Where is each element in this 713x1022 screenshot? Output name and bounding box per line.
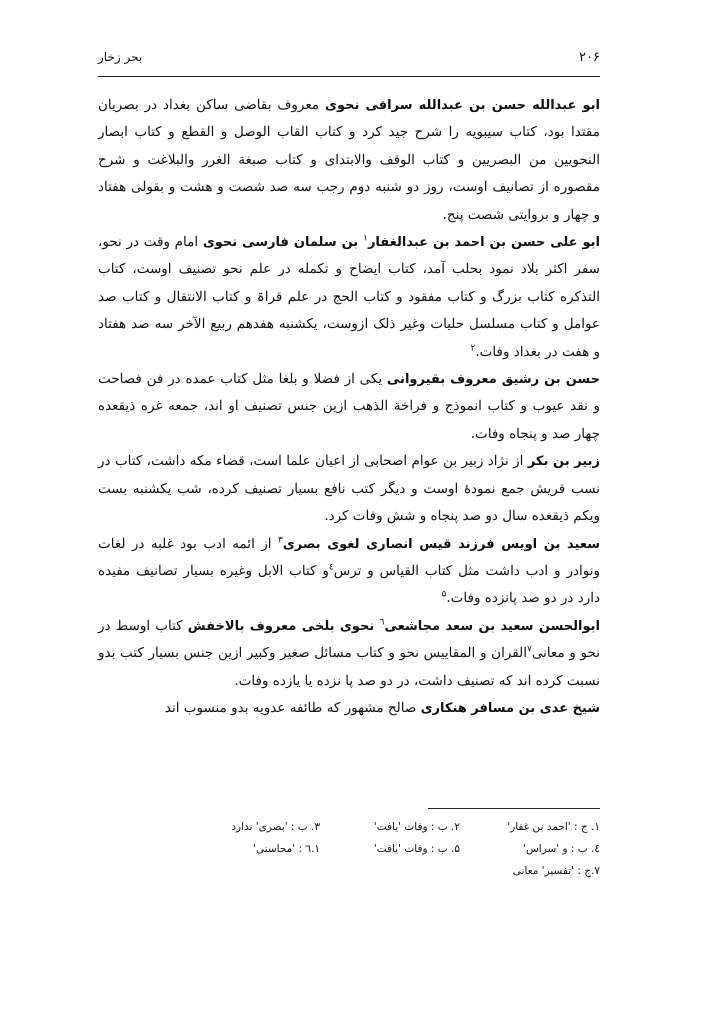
entry-text: امام وقت در نحو، سفر اکثر بلاد نمود بحلب آمد، کتاب ایضاح و تکمله در علم نحو تصنیف اوست، کتاب التذکره کتاب بزرگ و کتاب مفقود و کتاب الحج در علم قراۃ و کتاب الانتقال و کتاب صد عوامل و کتاب مسلسل حلیات وغیر ذلک ازوست، یکشنبه هفدهم ربیع الآخر سه صد هفتاد و هفت در بغداد وفات. — [98, 234, 600, 360]
entry-text: یکی از فضلا و بلغا مثل کتاب عمده در فن فصاحت و نقد عیوب و کتاب انموذج و فراخة الذهب ازین جنس تصنیف او اند، جمعه غره ذیقعده چهار صد و پنجاه وفات. — [98, 371, 600, 442]
entry-heading: شیخ عدی بن مسافر هنکاری — [420, 700, 600, 716]
footnote: ٤. ب : و 'سراس' — [523, 843, 600, 855]
footnote-ref: ۳ — [277, 535, 283, 545]
entry-saeed-ansari — [98, 531, 600, 613]
footnote: ۱.٦ : 'محاسنی' — [253, 843, 320, 855]
footnote-ref: ٦ — [379, 617, 385, 628]
entry-text: معروف بقاضی ساکن بغداد در بصریان مقتدا بود، کتاب سیبویه را شرح جید کرد و کتاب القاب الوصل و القطع و کتاب ابصار النحویین من البصریین و کتاب الوقف والابتدای و کتاب صبغة الغرر والبلاغت و شرح مقصوره از تصانیف اوست، روز دو شنبه دوم رجب سه صد شصت و هشت و بقولی هفتاد و چهار و بروایتی شصت پنج. — [98, 97, 600, 223]
entry-heading: حسن بن رشیق معروف بقیروانی — [386, 372, 600, 388]
entry-heading: زبیر بن بکر — [527, 454, 601, 470]
footnote-row — [98, 860, 600, 882]
footnote: ۷.ج : 'تفسیر' معانی — [512, 865, 600, 877]
footnote: ۵. ب : وفات 'یافت' — [373, 843, 460, 855]
entry-zubayr — [98, 448, 600, 530]
footnote: ۳. ب : 'بصری' ندارد — [231, 821, 320, 833]
entry-heading: سعید بن اویس فرزند قیس انصاری لغوی بصری — [282, 536, 600, 552]
footnote-ref: ۷ — [526, 644, 532, 655]
footnote-ref: ۵ — [441, 589, 447, 600]
header-rule — [98, 76, 600, 77]
footnote-ref: ۱ — [363, 233, 368, 244]
footnote-ref: ۲ — [470, 343, 476, 354]
footnotes — [98, 816, 600, 882]
entry-sirafi — [98, 92, 600, 229]
entry-akhfash — [98, 613, 600, 695]
entry-qayrawani — [98, 366, 600, 448]
footnote-row — [98, 838, 600, 860]
footnote-row — [98, 816, 600, 838]
entry-text: صالح مشهور که طائفه عدویه بدو منسوب اند — [164, 699, 421, 716]
footnote: ۲. ب : وفات 'یافت' — [373, 821, 460, 833]
footnote: ۱. ج : 'احمد بن غفار' — [507, 821, 600, 833]
footnote-ref: ٤ — [328, 562, 334, 573]
footnote-rule — [428, 808, 600, 809]
page-number: ۲۰۶ — [579, 50, 600, 65]
main-text — [98, 92, 600, 722]
entry-text-cont: القران و المقاییس نحو و کتاب مسائل صغیر وکبیر ازین جنس بسیار کتب بدو نسبت کرده اند که تصنیف داشت، در دو صد پا نزده یا یازده وفات. — [98, 645, 600, 689]
entry-heading-cont: نحوی بلخی معروف بالاخفش — [187, 618, 380, 634]
entry-adi — [98, 695, 600, 722]
entry-text: از نژاد زبیر بن عوام اصحابی از اعیان علما است، قضاء مکه داشت، کتاب در نسب قریش جمع نمودۀ اوست و دیگر کتب نافع بسیار تصنیف کرده، شب یکشنبه بست ویکم ذیقعده سال دو صد پنجاه و شش وفات کرد. — [98, 453, 600, 525]
entry-text: کتاب اوسط در نحو و معانی — [98, 617, 600, 662]
entry-farsi — [98, 229, 600, 366]
running-title: بحر زخار — [98, 50, 143, 64]
entry-heading: ابو عبدالله حسن بن عبدالله سرافی نحوی — [325, 98, 600, 113]
entry-text-cont: و کتاب الابل وغیره بسیار تصانیف مفیده دارد در دو صد پانزده وفات. — [98, 562, 600, 607]
page-header — [98, 48, 600, 70]
entry-heading: ابو علی حسن بن احمد بن عبدالغفار — [367, 235, 600, 251]
entry-heading: ابوالحسن سعید بن سعد مجاشعی — [384, 618, 600, 634]
entry-heading-cont: بن سلمان فارسی نحوی — [202, 235, 364, 251]
entry-text: از ائمه ادب بود غلبه در لغات ونوادر و ادب داشت مثل کتاب القیاس و ترس — [98, 535, 600, 579]
